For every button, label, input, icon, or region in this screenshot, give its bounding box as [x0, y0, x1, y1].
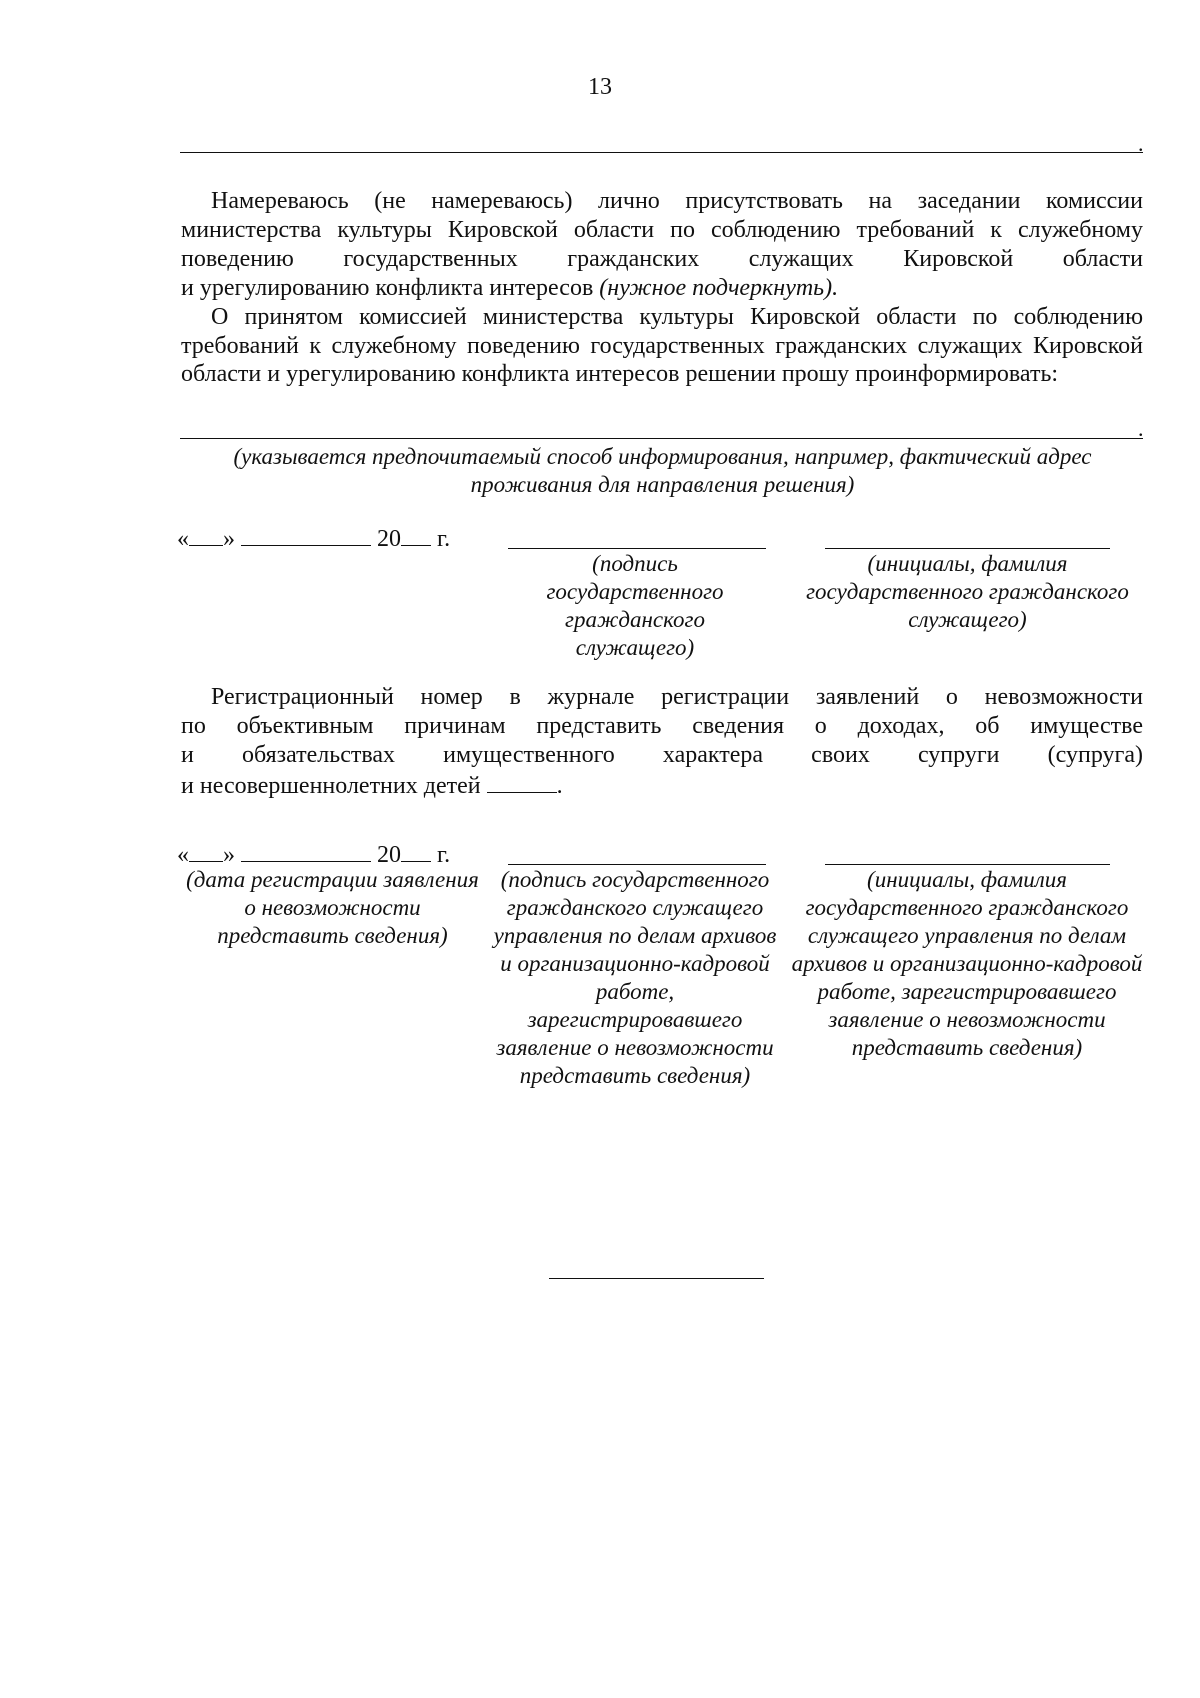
registration-line4: [181, 770, 1143, 801]
date-caption-2: (дата регистрации заявления о невозможности представить сведения): [186, 867, 479, 948]
year-prefix-2: 20: [377, 842, 401, 868]
quote-open-2: «: [177, 842, 189, 868]
year-blank-1: [401, 523, 431, 546]
year-blank-2: [401, 839, 431, 862]
month-blank-1: [241, 523, 371, 546]
para1-line4: [181, 274, 1143, 303]
signature-line-1: [508, 548, 766, 549]
date-line-2: [177, 839, 450, 869]
para1-line3: поведению государственных гражданских служащих Кировской области: [181, 246, 1143, 272]
top-blank-line: [180, 152, 1143, 153]
inform-caption: (указывается предпочитаемый способ информирования, например, фактический адрес проживания для направления решения): [233, 444, 1092, 497]
name-line-1: [825, 548, 1110, 549]
month-blank-2: [241, 839, 371, 862]
day-blank-2: [189, 839, 223, 862]
page-number: 13: [588, 74, 612, 100]
inform-line-end-mark: .: [1138, 416, 1144, 441]
para1-line1: Намереваюсь (не намереваюсь) лично присутствовать на заседании комиссии: [211, 188, 1143, 214]
year-suffix-1: г.: [437, 526, 451, 552]
signature-caption-1: (подпись государственного гражданского служащего): [546, 551, 724, 660]
inform-blank-line: [180, 438, 1143, 439]
name-caption-1: (инициалы, фамилия государственного гражданского служащего): [806, 551, 1129, 632]
registration-line1: Регистрационный номер в журнале регистрации заявлений о невозможности: [211, 684, 1143, 710]
para1-hint: (нужное подчеркнуть).: [599, 275, 839, 301]
year-suffix-2: г.: [437, 842, 451, 868]
signature-line-2: [508, 864, 766, 865]
registration-line4-text: и несовершеннолетних детей: [181, 773, 481, 799]
closing-separator: [549, 1278, 764, 1279]
para2: О принятом комиссией министерства культуры Кировской области по соблюдению требований к служебному поведению государственных гражданских служащих Кировской области и урегулированию конфликта интересов решении прошу проинформировать:: [181, 304, 1143, 387]
quote-open-1: «: [177, 526, 189, 552]
date-line-1: [177, 523, 450, 553]
para1-line2: министерства культуры Кировской области по соблюдению требований к служебному: [181, 217, 1143, 243]
name-line-2: [825, 864, 1110, 865]
registration-line2: по объективным причинам представить сведения о доходах, об имуществе: [181, 713, 1143, 739]
quote-close-1: »: [223, 526, 235, 552]
registration-line3: и обязательствах имущественного характера своих супруги (супруга): [181, 742, 1143, 768]
day-blank-1: [189, 523, 223, 546]
registration-line4-end: .: [556, 773, 563, 799]
quote-close-2: »: [223, 842, 235, 868]
year-prefix-1: 20: [377, 526, 401, 552]
para1-line4-text: и урегулированию конфликта интересов: [181, 275, 600, 301]
top-line-end-mark: .: [1138, 131, 1144, 156]
signature-caption-2: (подпись государственного гражданского служащего управления по делам архивов и организационно-кадровой работе, зарегистрировавшего заявление о невозможности представить сведения): [493, 867, 777, 1088]
registration-number-blank: [487, 770, 557, 793]
name-caption-2: (инициалы, фамилия государственного гражданского служащего управления по делам архивов и организационно-кадровой работе, зарегистрировавшего заявление о невозможности представить сведения): [791, 867, 1143, 1060]
